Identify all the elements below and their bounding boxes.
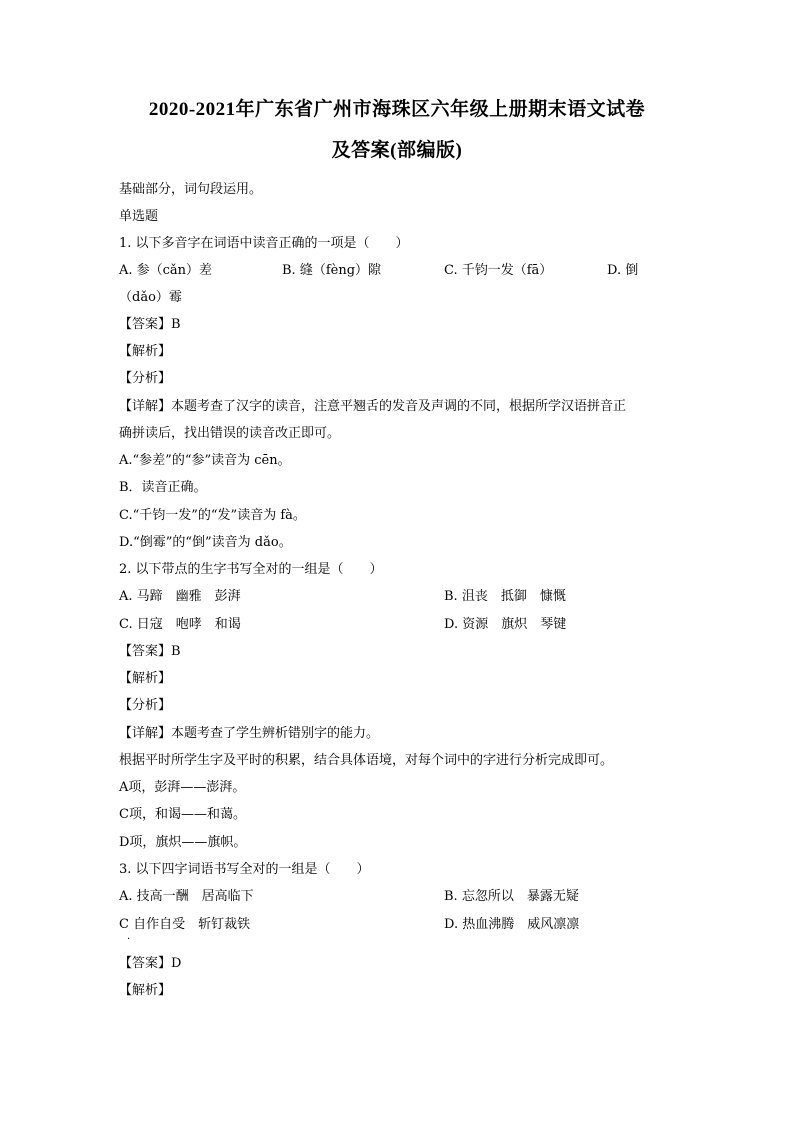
q2-option-c: C. 日寇 咆哮 和谒 [119,617,241,632]
document-title-line-2: 及答案(部编版) [331,140,463,161]
q1-jiexi-label: 【解析】 [119,344,172,359]
q3-jiexi-label: 【解析】 [119,983,172,998]
q1-option-b: B. 缝（fèng）隙 [282,263,382,278]
q1-note-a: A.“参差”的“参”读音为 cēn。 [119,453,291,468]
q1-option-a: A. 参（cǎn）差 [119,263,213,278]
q3-option-b: B. 忘忽所以 暴露无疑 [444,889,579,904]
q2-fenxi-label: 【分析】 [119,698,172,713]
q2-stem: 2. 以下带点的生字书写全对的一组是（ ） [119,562,383,577]
q1-stem: 1. 以下多音字在词语中读音正确的一项是（ ） [119,236,409,251]
q1-option-d-continued: （dǎo）霉 [119,290,182,305]
q1-note-b: B．读音正确。 [119,480,207,495]
q1-answer: 【答案】B [119,317,181,332]
q3-option-d: D. 热血沸腾 威风凛凛 [444,917,580,932]
emphasis-dot-mark: · [127,934,131,945]
question-type-label: 单选题 [119,209,159,224]
q3-option-a: A. 技高一酬 居高临下 [119,889,254,904]
q2-note-c: C项，和谒——和蔼。 [119,807,246,822]
q2-option-d: D. 资源 旗炽 琴键 [444,617,567,632]
q1-note-d: D.“倒霉”的“倒”读音为 dǎo。 [119,535,292,550]
q2-note-a: A项，彭湃——澎湃。 [119,780,246,795]
q2-answer: 【答案】B [119,644,181,659]
q3-stem: 3. 以下四字词语书写全对的一组是（ ） [119,862,370,877]
q1-note-c: C.“千钧一发”的“发”读音为 fà。 [119,508,306,523]
q3-option-c: C 自作自受 斩钉裁铁 [119,917,251,932]
q1-option-d: D. 倒 [607,263,639,278]
q1-detail-line-2: 确拼读后，找出错误的读音改正即可。 [119,426,341,441]
document-title-line-1: 2020-2021年广东省广州市海珠区六年级上册期末语文试卷 [148,99,646,120]
q2-jiexi-label: 【解析】 [119,671,172,686]
q2-option-a: A. 马蹄 幽雅 彭湃 [119,589,241,604]
q1-detail-line-1: 【详解】本题考查了汉字的读音，注意平翘舌的发音及声调的不同，根据所学汉语拼音正 [119,399,627,414]
q3-answer: 【答案】D [119,956,182,971]
q2-detail-line-2: 根据平时所学生字及平时的积累，结合具体语境，对每个词中的字进行分析完成即可。 [119,753,614,768]
section-heading: 基础部分，词句段运用。 [119,182,263,197]
q1-fenxi-label: 【分析】 [119,371,172,386]
q2-detail-line-1: 【详解】本题考查了学生辨析错别字的能力。 [119,726,380,741]
q2-note-d: D项，旗炽——旗帜。 [119,835,247,850]
q2-option-b: B. 沮丧 抵御 慷慨 [444,589,566,604]
q1-option-c: C. 千钧一发（fā） [444,263,553,278]
